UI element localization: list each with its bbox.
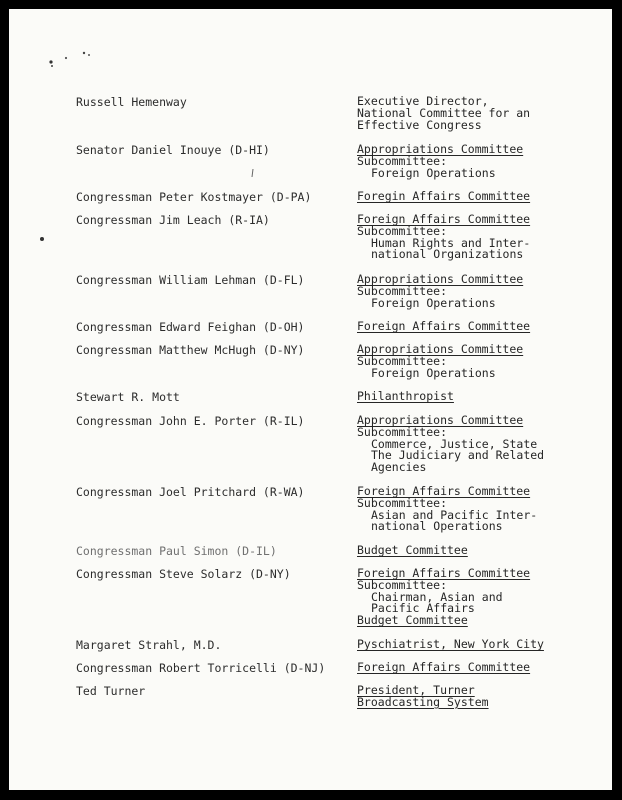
role-line: Executive Director, — [357, 94, 489, 108]
entry-name: Congressman Matthew McHugh (D-NY) — [76, 343, 305, 357]
role-line: Subcommittee: — [357, 153, 448, 168]
role-line: Effective Congress — [357, 117, 482, 132]
role-line: The Judiciary and Related — [371, 448, 545, 463]
role-line: Foreign Affairs Committee — [357, 566, 531, 580]
role-line: Broadcasting System — [357, 694, 489, 709]
margin-dot-decoration — [40, 237, 44, 241]
entry-role — [357, 662, 607, 674]
role-line: Chairman, Asian and — [371, 589, 503, 604]
entry-role — [357, 96, 607, 131]
entry-role — [357, 545, 607, 557]
entry-name: Congressman Jim Leach (R-IA) — [76, 213, 270, 227]
role-line: Foreign Affairs Committee — [357, 484, 531, 498]
role-line: national Organizations — [371, 247, 524, 262]
entry-role — [357, 415, 607, 474]
scan-specks-decoration — [47, 47, 117, 69]
role-line: Appropriations Committee — [357, 342, 524, 356]
entry-name: Senator Daniel Inouye (D-HI) — [76, 143, 270, 157]
entry-role — [357, 639, 607, 651]
role-line: Subcommittee: — [357, 223, 448, 238]
role-line: Foreign Operations — [371, 365, 496, 380]
entry-role — [357, 486, 607, 533]
document-page — [9, 9, 612, 790]
entry-role — [357, 321, 607, 333]
entry-role — [357, 144, 607, 179]
entry-name: Russell Hemenway — [76, 95, 187, 109]
role-line: National Committee for an — [357, 105, 531, 120]
role-line: national Operations — [371, 519, 503, 534]
entry-role — [357, 568, 607, 627]
entry-role — [357, 191, 607, 203]
entry-name: Margaret Strahl, M.D. — [76, 638, 222, 652]
role-line: Foreign Affairs Committee — [357, 319, 531, 333]
entry-role — [357, 685, 607, 709]
role-line: Pacific Affairs — [371, 601, 475, 616]
entry-name: Congressman Paul Simon (D-IL) — [76, 544, 277, 558]
role-line: Appropriations Committee — [357, 142, 524, 156]
pencil-tick-decoration — [251, 169, 255, 177]
entry-role — [357, 214, 607, 261]
role-line: Subcommittee: — [357, 495, 448, 510]
entry-name: Congressman Steve Solarz (D-NY) — [76, 567, 291, 581]
entry-name: Congressman Peter Kostmayer (D-PA) — [76, 190, 312, 204]
role-line: Appropriations Committee — [357, 272, 524, 286]
role-line: Foreign Operations — [371, 295, 496, 310]
entry-role — [357, 274, 607, 309]
entry-name: Ted Turner — [76, 684, 146, 698]
role-line: Appropriations Committee — [357, 413, 524, 427]
entry-name: Congressman William Lehman (D-FL) — [76, 273, 305, 287]
role-line: Subcommittee: — [357, 577, 448, 592]
role-line: Budget Committee — [357, 543, 468, 557]
entry-role — [357, 344, 607, 379]
role-line: Foreign Affairs Committee — [357, 212, 531, 226]
role-line: Foreign Operations — [371, 165, 496, 180]
role-line: Foregin Affairs Committee — [357, 189, 531, 203]
entry-name: Congressman Edward Feighan (D-OH) — [76, 320, 305, 334]
role-line: Human Rights and Inter- — [371, 235, 531, 250]
role-line: Pyschiatrist, New York City — [357, 637, 544, 651]
role-line: President, Turner — [357, 683, 475, 697]
entry-name: Congressman John E. Porter (R-IL) — [76, 414, 305, 428]
entry-role — [357, 391, 607, 403]
role-line: Budget Committee — [357, 613, 468, 628]
role-line: Subcommittee: — [357, 424, 448, 439]
entry-name: Congressman Joel Pritchard (R-WA) — [76, 485, 305, 499]
role-line: Asian and Pacific Inter- — [371, 507, 538, 522]
role-line: Subcommittee: — [357, 283, 448, 298]
entry-name: Stewart R. Mott — [76, 390, 180, 404]
role-line: Philanthropist — [357, 389, 454, 403]
entry-name: Congressman Robert Torricelli (D-NJ) — [76, 661, 326, 675]
role-line: Agencies — [371, 460, 427, 475]
role-line: Foreign Affairs Committee — [357, 660, 531, 674]
role-line: Subcommittee: — [357, 353, 448, 368]
role-line: Commerce, Justice, State — [371, 436, 538, 451]
